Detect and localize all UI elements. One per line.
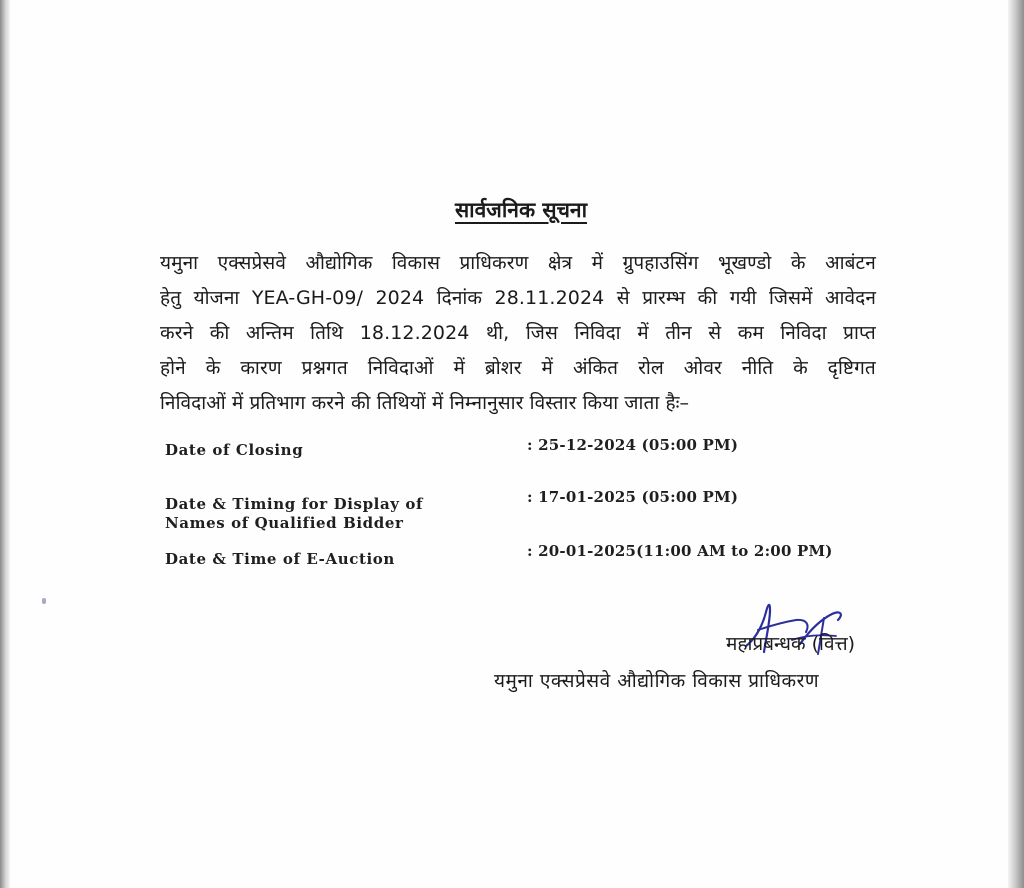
body-word: में	[453, 357, 465, 379]
body-word: अन्तिम	[245, 322, 294, 344]
body-word: निविदाओं	[367, 357, 434, 379]
body-word: कम	[737, 322, 764, 344]
scan-edge-left	[0, 0, 10, 888]
body-word: योजना	[193, 287, 240, 309]
schedule-label-auction: Date & Time of E-Auction	[165, 550, 395, 568]
body-word: ओवर	[683, 357, 722, 379]
body-word: में	[541, 357, 554, 379]
body-word: प्राधिकरण	[459, 252, 529, 274]
body-word: ग्रुपहाउसिंग	[622, 252, 699, 274]
schedule-value-auction: : 20-01-2025(11:00 AM to 2:00 PM)	[527, 542, 833, 560]
body-word: YEA-GH-09/	[251, 287, 364, 309]
body-word: विकास	[391, 252, 441, 274]
body-word: औद्योगिक	[305, 252, 373, 274]
body-word: 2024	[375, 287, 425, 309]
body-word: की	[697, 287, 718, 309]
body-word: हेतु	[160, 287, 182, 309]
scan-speck	[42, 598, 46, 604]
body-word: के	[793, 357, 808, 379]
body-line	[160, 386, 876, 421]
body-word: एक्सप्रेसवे	[217, 252, 287, 274]
body-word: आवेदन	[824, 287, 876, 309]
body-word: के	[205, 357, 221, 379]
notice-body	[160, 246, 876, 421]
body-word: अंकित	[572, 357, 619, 379]
body-word: 28.11.2024	[494, 287, 605, 309]
body-word: तीन	[665, 322, 692, 344]
body-word: के	[790, 252, 806, 274]
body-line	[160, 246, 876, 281]
body-word: जिस	[525, 322, 558, 344]
body-word: निविदाओं में प्रतिभाग करने की तिथियों में निम्नानुसार विस्तार किया जाता हैः–	[160, 392, 690, 414]
schedule-label-closing: Date of Closing	[165, 441, 304, 459]
body-word: भूखण्डो	[718, 252, 772, 274]
body-word: में	[637, 322, 649, 344]
signatory-authority: यमुना एक्सप्रेसवे औद्योगिक विकास प्राधिकरण	[494, 670, 820, 692]
body-word: प्रारम्भ	[642, 287, 686, 309]
body-word: निविदा	[780, 322, 827, 344]
schedule-label-display: Date & Timing for Display of Names of Qualified Bidder	[165, 495, 424, 532]
body-word: थी,	[486, 322, 510, 344]
schedule-value-display: : 17-01-2025 (05:00 PM)	[527, 488, 739, 506]
body-word: में	[591, 252, 604, 274]
signatory-designation: महाप्रबन्धक (वित्त)	[726, 633, 856, 655]
notice-title: सार्वजनिक सूचना	[454, 198, 588, 222]
schedule-value-closing: : 25-12-2024 (05:00 PM)	[527, 436, 739, 454]
body-word: 18.12.2024	[359, 322, 470, 344]
body-word: जिसमें	[768, 287, 813, 309]
scan-edge-right	[1008, 0, 1024, 888]
body-word: से	[708, 322, 722, 344]
body-line	[160, 351, 876, 386]
body-word: गयी	[729, 287, 757, 309]
body-word: तिथि	[310, 322, 344, 344]
body-word: निविदा	[574, 322, 621, 344]
body-word: दृष्टिगत	[827, 357, 876, 379]
body-word: से	[616, 287, 630, 309]
body-word: ब्रोशर	[484, 357, 522, 379]
body-word: नीति	[741, 357, 774, 379]
body-word: यमुना	[160, 252, 199, 274]
body-word: आबंटन	[825, 252, 876, 274]
body-line	[160, 281, 876, 316]
body-word: होने	[160, 357, 186, 379]
body-line	[160, 316, 876, 351]
body-word: करने	[160, 322, 194, 344]
document-page	[10, 0, 1008, 888]
body-word: प्राप्त	[843, 322, 876, 344]
body-word: रोल	[638, 357, 664, 379]
body-word: प्रश्नगत	[301, 357, 348, 379]
body-word: की	[209, 322, 230, 344]
body-word: दिनांक	[436, 287, 483, 309]
body-word: क्षेत्र	[547, 252, 573, 274]
body-word: कारण	[240, 357, 282, 379]
